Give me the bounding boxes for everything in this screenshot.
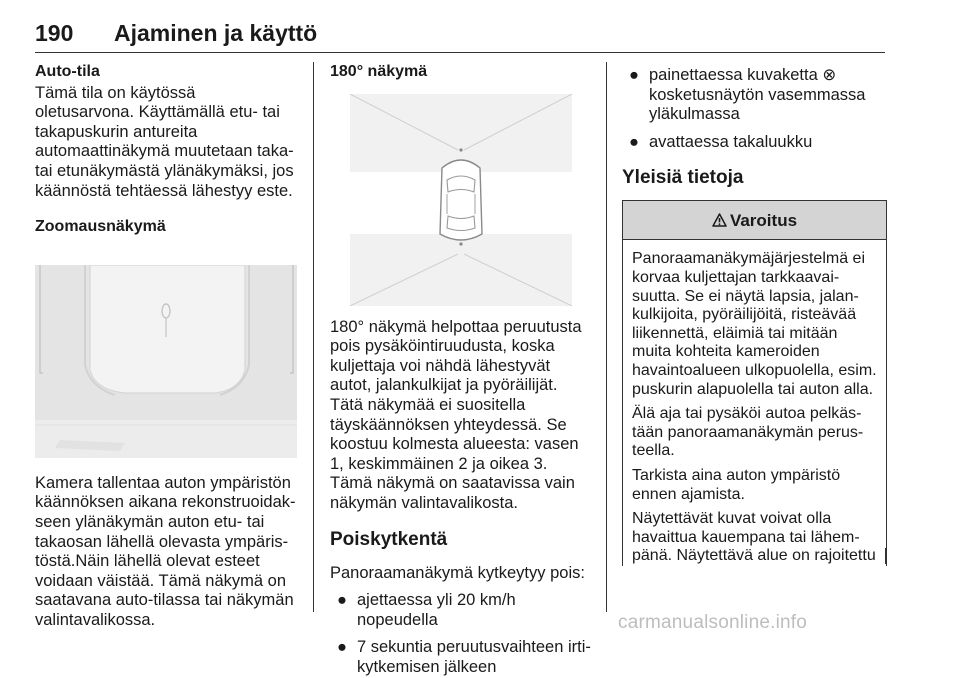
list-item-text: painettaessa kuvaketta ⊗ kosketusnäytön vasemmassa yläkulmassa	[649, 66, 866, 124]
zoom-camera-image	[35, 265, 297, 458]
warning-paragraph: Panoraamanäkymäjärjestelmä ei korvaa kuljettajan tarkkaavaisuutta. Se ei näytä lapsia, jalankulkijoita, pyöräilijöitä, risteävää liikennettä, eläimiä tai mitään muita kohteita kameroiden havaintoalueen ulkopuolella, esim. puskurin alapuolella tai auton alla.	[632, 250, 877, 398]
auto-mode-text: Tämä tila on käytössä oletusarvona. Käyttämällä etu- tai takapuskurin antureita automaattinäkymä muutetaan taka- tai etunäkymästä ylänäkymäksi, jos käännöstä tehtäessä lähestyy este.	[35, 83, 294, 200]
page-header	[35, 18, 885, 53]
list-item	[330, 638, 592, 677]
switch-off-intro: Panoraamanäkymä kytkeytyy pois:	[330, 563, 585, 582]
zoom-view-text: Kamera tallentaa auton ympäristön käännöksen aikana rekonstruoidakseen ylänäkymän auton etu- tai takaosan lähellä olevasta ympäristöstä.Näin lähellä olevat esteet voidaan väistää. Tämä näkymä on saatavana auto-tilassa tai näkymän valintavalikossa.	[35, 473, 296, 629]
list-item-text: avattaessa takaluukku	[649, 132, 813, 151]
bullet-dot: ●	[337, 638, 347, 657]
zoom-view-heading: Zoomausnäkymä	[35, 218, 166, 236]
watermark: carmanualsonline.info	[618, 612, 808, 633]
column-divider-2	[606, 62, 607, 612]
list-item	[622, 66, 887, 125]
bullet-dot: ●	[629, 132, 639, 151]
warning-triangle-icon	[712, 212, 727, 232]
auto-mode-heading: Auto-tila	[35, 63, 100, 80]
column-1	[35, 62, 297, 631]
column-3	[622, 62, 887, 566]
list-item	[622, 133, 887, 153]
view-180-text: 180° näkymä helpottaa peruutusta pois pysäköintiruudusta, koska kuljettaja voi nähdä lähestyvät autot, jalankulkijat ja pyöräilijät. Tätä näkymää ei suositella täyskäännöksen yhteydessä. Se koostuu kolmesta alueesta: vasen 1, keskimmäinen 2 ja oikea 3. Tämä näkymä on saatavissa vain näkymän valintavalikosta.	[330, 317, 582, 512]
view-180-image	[330, 94, 592, 306]
warning-box-right-edge	[885, 548, 886, 564]
warning-paragraph: Näytettävät kuvat voivat olla havaittua kauempana tai lähempänä. Näytettävä alue on rajoitettu	[632, 510, 876, 565]
warning-box	[622, 200, 887, 566]
view-180-illustration	[330, 94, 592, 306]
bullet-dot: ●	[629, 66, 639, 84]
switch-off-heading: Poiskytkentä	[330, 528, 448, 550]
general-info-heading: Yleisiä tietoja	[622, 167, 744, 189]
column-divider-1	[313, 62, 314, 612]
column-2	[330, 62, 592, 678]
zoom-view-illustration	[35, 265, 297, 458]
chapter-title: Ajaminen ja käyttö	[114, 20, 318, 46]
warning-title: Varoitus	[729, 210, 798, 230]
warning-body	[623, 240, 886, 566]
list-item-text: 7 sekuntia peruutusvaihteen irtikytkemisen jälkeen	[357, 638, 591, 676]
bullet-dot: ●	[337, 591, 347, 610]
view-180-heading: 180° näkymä	[330, 63, 428, 80]
warning-paragraph: Älä aja tai pysäköi autoa pelkästään panoraamanäkymän perusteella.	[632, 405, 864, 460]
list-item	[330, 591, 592, 630]
list-item-text: ajettaessa yli 20 km/h nopeudella	[357, 591, 516, 629]
warning-paragraph: Tarkista aina auton ympäristö ennen ajamista.	[632, 466, 841, 503]
warning-header	[623, 201, 886, 240]
page-number: 190	[35, 20, 74, 46]
